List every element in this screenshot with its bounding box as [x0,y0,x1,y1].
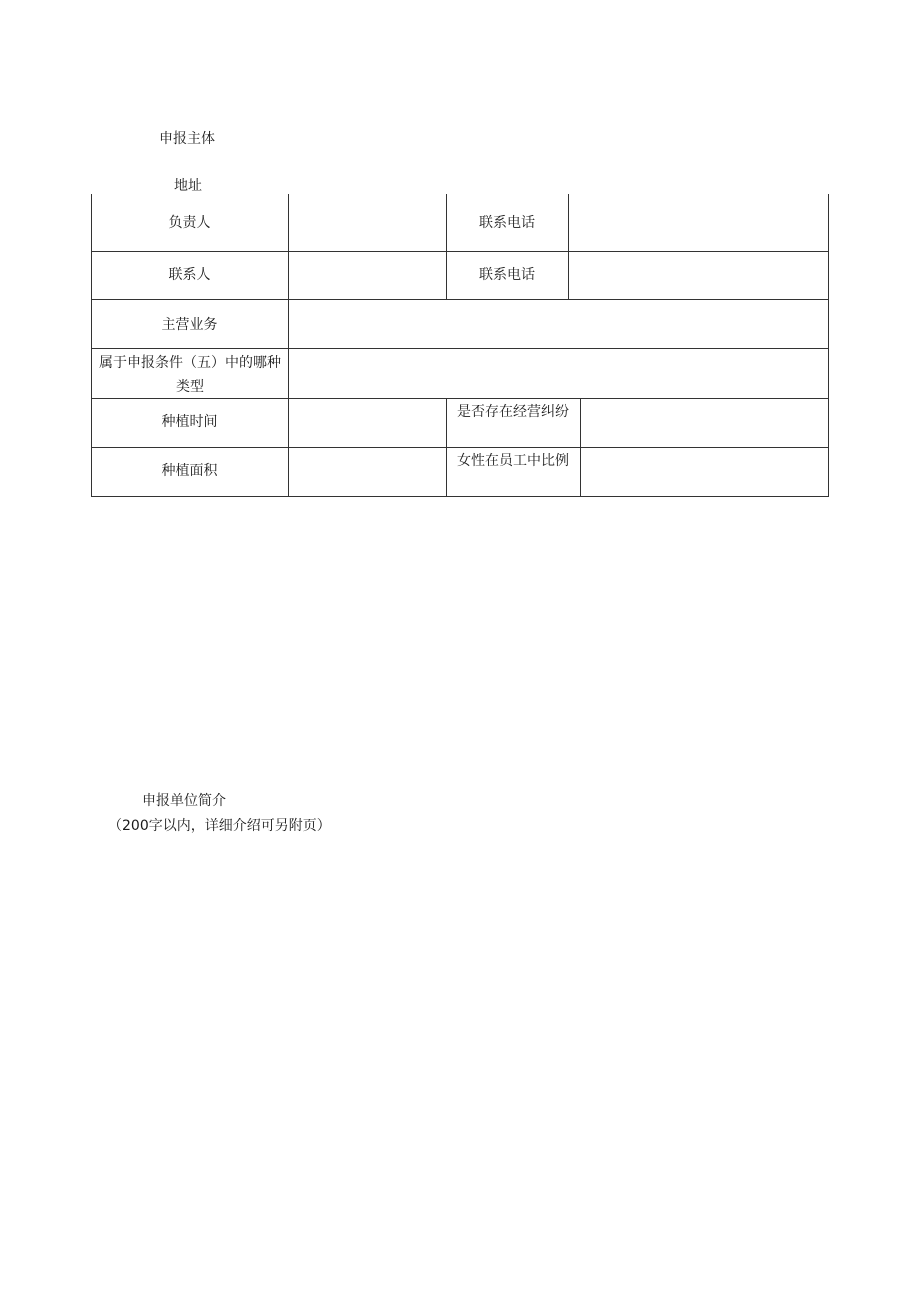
table-row-line [91,447,829,448]
table-divider [288,194,289,497]
main-business-label: 主营业务 [161,317,218,333]
contact-person-label: 联系人 [168,267,211,283]
planting-time-label: 种植时间 [161,414,218,430]
planting-area-label: 种植面积 [161,463,218,479]
intro-note: （200字以内，详细介绍可另附页） [108,818,331,834]
table-border-left [91,194,92,497]
address-label: 地址 [174,178,202,194]
table-row-line [91,348,829,349]
table-row-line [91,299,829,300]
table-row-line [91,251,829,252]
table-border-right [828,194,829,497]
person-in-charge-phone-label: 联系电话 [479,215,535,231]
applicant-label: 申报主体 [159,131,215,147]
table-divider [568,194,569,299]
women-employee-ratio-label: 女性在员工中比例 [457,453,569,469]
intro-title: 申报单位简介 [142,793,226,809]
contact-phone-label: 联系电话 [479,267,535,283]
table-border-bottom [91,496,829,497]
person-in-charge-label: 负责人 [168,215,211,231]
condition-type-label: 属于申报条件（五）中的哪种类型 [99,355,281,395]
business-dispute-label: 是否存在经营纠纷 [457,404,569,420]
